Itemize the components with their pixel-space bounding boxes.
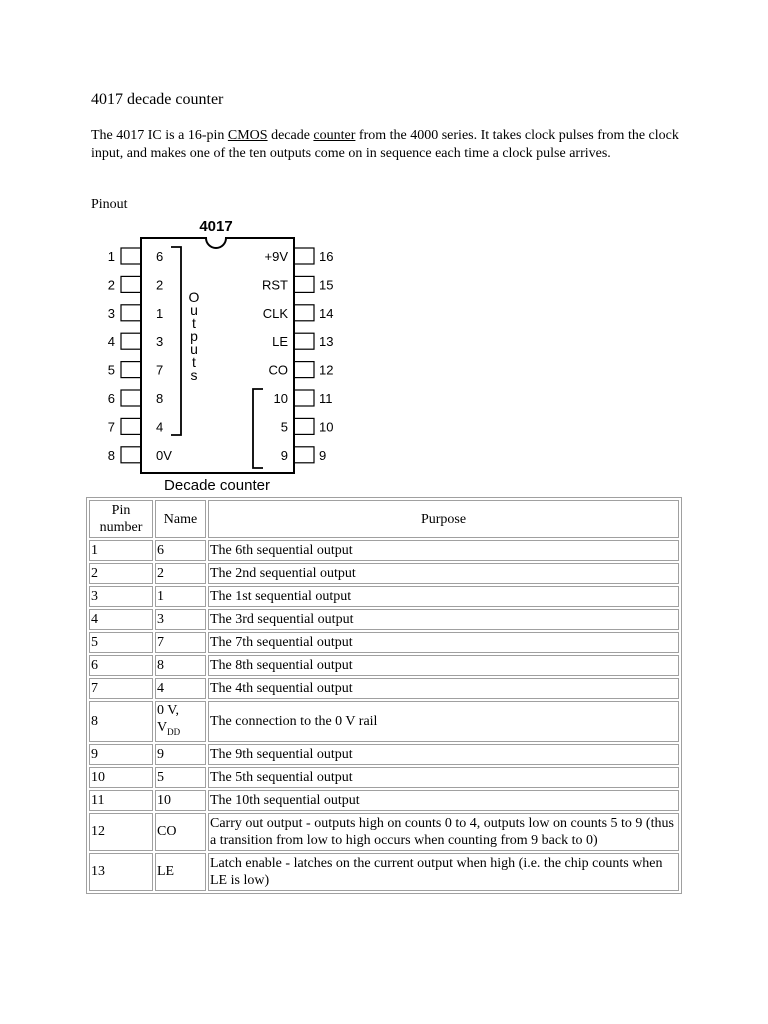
table-row (89, 655, 679, 676)
outputs-bracket-right (253, 389, 263, 468)
cell-name: 6 (155, 540, 206, 561)
cell-purpose: The 3rd sequential output (208, 609, 679, 630)
right-pin-9 (294, 447, 314, 463)
cell-name: 1 (155, 586, 206, 607)
right-pin-number: 10 (319, 419, 334, 435)
cell-purpose: The 6th sequential output (208, 540, 679, 561)
table-row (89, 767, 679, 788)
right-pin-label: 5 (280, 419, 288, 435)
right-pin-label: CO (268, 362, 288, 378)
cell-purpose: The 10th sequential output (208, 790, 679, 811)
table-row (89, 563, 679, 584)
right-pin-number: 15 (319, 277, 334, 293)
cell-pin: 2 (89, 563, 153, 584)
table-row (89, 701, 679, 742)
table-row (89, 678, 679, 699)
left-pin-5 (121, 362, 141, 378)
left-pin-label: 1 (156, 305, 164, 321)
cell-purpose: The 8th sequential output (208, 655, 679, 676)
cell-pin: 3 (89, 586, 153, 607)
right-pin-16 (294, 248, 314, 264)
outputs-label-letter: u (190, 341, 198, 357)
left-pin-number: 3 (107, 305, 115, 321)
cell-pin: 8 (89, 701, 153, 742)
cell-pin: 9 (89, 744, 153, 765)
outputs-label-letter: p (190, 328, 198, 344)
left-pin-label: 7 (156, 362, 164, 378)
cell-purpose: Carry out output - outputs high on counts 0 to 4, outputs low on counts 5 to 9 (thus a transition from low to high occurs when counting from 9 back to 0) (208, 813, 679, 851)
outputs-bracket (171, 247, 181, 435)
intro-text-1: The 4017 IC is a 16-pin (91, 128, 228, 143)
right-pin-number: 12 (319, 362, 334, 378)
cell-name (155, 701, 206, 742)
cell-name: 3 (155, 609, 206, 630)
right-pin-10 (294, 418, 314, 434)
table-row (89, 790, 679, 811)
right-pin-12 (294, 362, 314, 378)
cell-pin: 6 (89, 655, 153, 676)
right-pin-label: 9 (280, 447, 288, 463)
cell-pin: 4 (89, 609, 153, 630)
pin-table (86, 497, 682, 894)
cell-name: 2 (155, 563, 206, 584)
pinout-heading: Pinout (91, 197, 128, 212)
cell-purpose: The 5th sequential output (208, 767, 679, 788)
cell-purpose: The 2nd sequential output (208, 563, 679, 584)
right-pin-number: 9 (319, 447, 327, 463)
left-pin-number: 8 (107, 447, 115, 463)
right-pin-label: LE (272, 334, 288, 350)
left-pin-1 (121, 248, 141, 264)
right-pin-label: CLK (262, 305, 288, 321)
left-pin-3 (121, 305, 141, 321)
outputs-label-letter: t (192, 315, 196, 331)
table-row (89, 586, 679, 607)
table-row (89, 853, 679, 891)
cell-pin: 13 (89, 853, 153, 891)
cell-purpose: Latch enable - latches on the current output when high (i.e. the chip counts when LE is low) (208, 853, 679, 891)
right-pin-number: 13 (319, 334, 334, 350)
header-pin-number: Pin number (89, 500, 153, 538)
left-pin-label: 4 (156, 419, 164, 435)
outputs-label-letter: u (190, 302, 198, 318)
cell-purpose: The 9th sequential output (208, 744, 679, 765)
table-header-row (89, 500, 679, 538)
left-pin-number: 7 (107, 419, 115, 435)
chip-name: 4017 (199, 218, 233, 235)
cell-purpose: The 1st sequential output (208, 586, 679, 607)
cell-name: 7 (155, 632, 206, 653)
cell-name-vdd-sub: DD (167, 726, 181, 737)
cell-purpose: The 4th sequential output (208, 678, 679, 699)
pinout-diagram (95, 212, 355, 497)
page-title: 4017 decade counter (91, 91, 224, 108)
left-pin-label: 2 (156, 277, 164, 293)
header-name: Name (155, 500, 206, 538)
cell-purpose: The 7th sequential output (208, 632, 679, 653)
cell-name: CO (155, 813, 206, 851)
left-pin-number: 5 (107, 362, 115, 378)
cell-name-line1: 0 V, (157, 703, 180, 718)
cell-name: 10 (155, 790, 206, 811)
table-row (89, 632, 679, 653)
table-row (89, 813, 679, 851)
right-pin-label: RST (262, 277, 288, 293)
left-pin-number: 4 (107, 334, 115, 350)
right-pin-label: 10 (273, 391, 288, 406)
right-pin-number: 14 (319, 305, 334, 321)
intro-text-2: decade (267, 128, 314, 143)
table-row (89, 609, 679, 630)
left-pin-label: 6 (156, 249, 164, 264)
cell-name-vdd: V (157, 720, 168, 735)
cell-name: 4 (155, 678, 206, 699)
header-purpose: Purpose (208, 500, 679, 538)
right-pin-13 (294, 333, 314, 349)
table-row (89, 744, 679, 765)
cell-pin: 12 (89, 813, 153, 851)
intro-text-3: from the 4000 series. It takes clock pulses from the clock input, and makes one of the ten outputs come on in sequence each time a clock pulse arrives. (91, 128, 679, 161)
right-pin-number: 16 (319, 249, 334, 264)
right-pin-15 (294, 276, 314, 292)
left-pin-number: 2 (107, 277, 115, 293)
cell-pin: 5 (89, 632, 153, 653)
left-pin-7 (121, 418, 141, 434)
outputs-label-letter: s (190, 367, 198, 383)
outputs-label-letter: O (188, 289, 200, 305)
cell-name: LE (155, 853, 206, 891)
left-pin-6 (121, 390, 141, 406)
left-pin-label: 8 (156, 391, 164, 406)
cell-pin: 1 (89, 540, 153, 561)
outputs-label-letter: t (192, 354, 196, 370)
left-pin-2 (121, 276, 141, 292)
left-pin-4 (121, 333, 141, 349)
right-pin-14 (294, 305, 314, 321)
table-row (89, 540, 679, 561)
cell-name: 8 (155, 655, 206, 676)
cell-name: 9 (155, 744, 206, 765)
cell-pin: 11 (89, 790, 153, 811)
cmos-link[interactable]: CMOS (227, 128, 268, 143)
counter-link[interactable]: counter (313, 128, 356, 143)
chip-body (141, 238, 294, 473)
right-pin-label: +9V (264, 249, 288, 264)
right-pin-number: 11 (319, 391, 333, 406)
cell-pin: 10 (89, 767, 153, 788)
cell-name: 5 (155, 767, 206, 788)
right-pin-11 (294, 390, 314, 406)
left-pin-8 (121, 447, 141, 463)
cell-purpose: The connection to the 0 V rail (208, 701, 679, 742)
caption: Decade counter (164, 477, 270, 494)
left-pin-label: 0V (156, 447, 172, 463)
intro-paragraph (91, 127, 691, 162)
left-pin-number: 6 (107, 391, 115, 406)
left-pin-number: 1 (107, 249, 115, 264)
cell-pin: 7 (89, 678, 153, 699)
left-pin-label: 3 (156, 334, 164, 350)
